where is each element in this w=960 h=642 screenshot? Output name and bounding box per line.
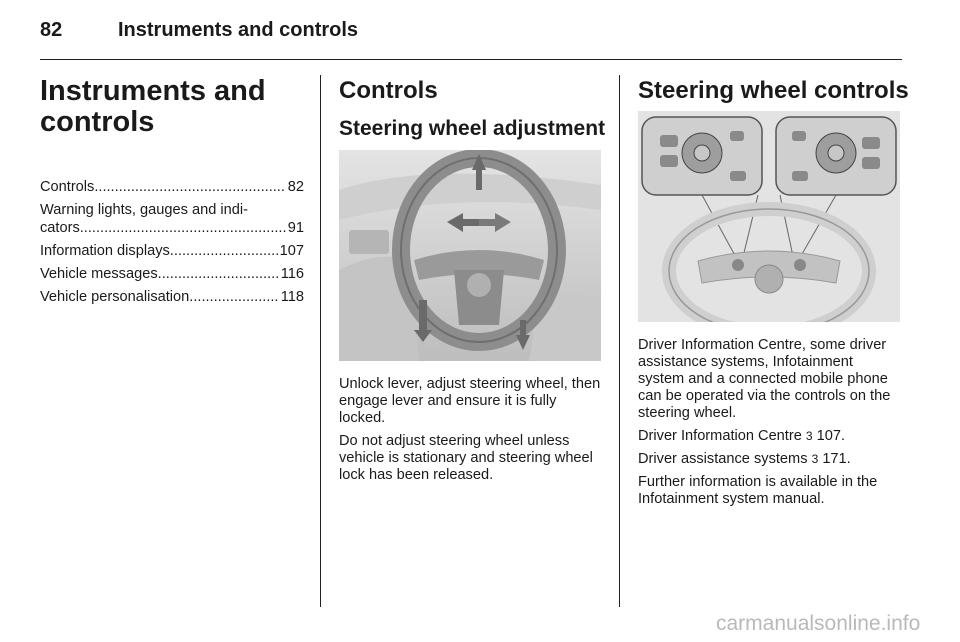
toc-entry[interactable] xyxy=(40,178,304,196)
cross-reference[interactable] xyxy=(638,451,902,468)
steering-wheel-adjustment-illustration xyxy=(339,150,601,361)
toc-entry-page: 91 xyxy=(287,220,304,236)
toc-entry[interactable] xyxy=(40,242,304,260)
header-rule xyxy=(40,59,902,60)
paragraph: Further information is available in the Infotainment system manual. xyxy=(638,474,878,507)
toc-entry-label: Controls xyxy=(40,179,95,195)
reference-page: 107. xyxy=(816,428,846,444)
paragraph: Do not adjust steering wheel unless vehicle is stationary and steering wheel lock has been released. xyxy=(339,433,593,483)
toc-entry[interactable] xyxy=(40,288,304,306)
section-heading-controls: Controls xyxy=(339,77,438,104)
steering-wheel-controls-illustration xyxy=(638,111,900,322)
page-arrow-icon: 3 xyxy=(811,452,819,466)
toc-entry-page: 118 xyxy=(280,289,304,305)
cross-reference[interactable] xyxy=(638,428,902,445)
toc-entry-page: 107 xyxy=(279,243,304,259)
toc-entry-label: cators xyxy=(40,220,80,236)
paragraph: Driver Information Centre, some driver assistance systems, Infotainment system and a connected mobile phone can be operated via the controls on the steering wheel. xyxy=(638,337,891,421)
page-number: 82 xyxy=(40,19,63,41)
column-divider-1 xyxy=(320,75,321,607)
toc-entry-label: Vehicle messages xyxy=(40,266,158,282)
reference-page: 171. xyxy=(822,451,851,467)
reference-label: Driver Information Centre xyxy=(638,428,802,444)
watermark: carmanualsonline.info xyxy=(716,612,921,635)
chapter-title: Instruments and controls xyxy=(40,75,266,138)
steering-wheel-controls-text xyxy=(638,337,902,514)
toc-entry-label: Vehicle personalisation xyxy=(40,289,190,305)
table-of-contents xyxy=(40,178,304,311)
toc-entry-label: Information displays xyxy=(40,243,170,259)
toc-entry[interactable] xyxy=(40,265,304,283)
column-divider-2 xyxy=(619,75,620,607)
page-arrow-icon: 3 xyxy=(805,429,813,443)
reference-label: Driver assistance systems xyxy=(638,451,808,467)
subsection-heading-steering-adjustment: Steering wheel adjustment xyxy=(339,117,606,140)
running-header: Instruments and controls xyxy=(118,19,359,41)
toc-entry-page: 82 xyxy=(287,179,304,195)
section-heading-steering-wheel-controls: Steering wheel controls xyxy=(638,77,909,104)
steering-adjustment-text xyxy=(339,376,601,490)
toc-entry-page: 116 xyxy=(280,266,304,282)
paragraph: Unlock lever, adjust steering wheel, then engage lever and ensure it is fully locked. xyxy=(339,376,601,426)
toc-entry[interactable] xyxy=(40,201,304,237)
toc-entry-label: Warning lights, gauges and indi- xyxy=(40,202,248,218)
